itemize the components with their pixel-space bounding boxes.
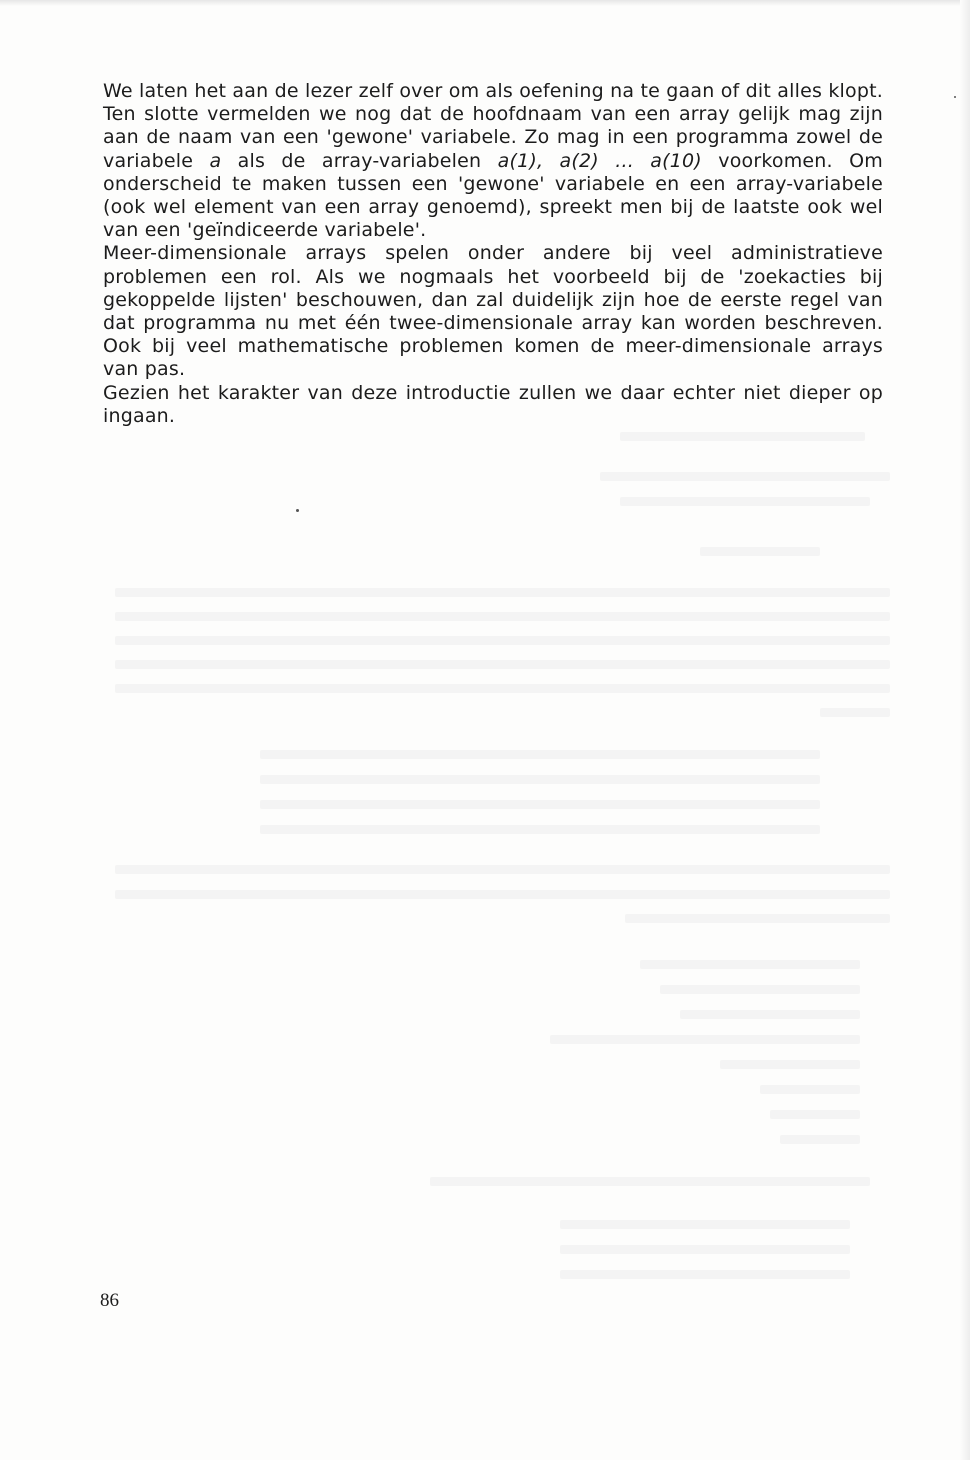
text-run: We laten het aan de lezer zelf over om als oefening na te gaan of dit alles klopt. Ten slotte vermelden we nog dat de hoofdnaam van een array gelijk mag zijn aan de naam van een 'gewone' variabele. Zo mag in een programma zowel de variabele [103,80,883,172]
page-number: 86 [100,1290,119,1311]
text-run: Gezien het karakter van deze introductie zullen we daar echter niet dieper op ingaan. [103,381,883,427]
paragraph [103,382,883,428]
text-run: voorkomen. Om onderscheid te maken tussen een 'gewone' variabele en een array-variabele (ook wel element van een array genoemd), spreekt men bij de laatste ook wel van een 'geïndiceerde variabele'. [103,149,883,242]
text-run: als de array-variabelen [221,149,498,172]
page-top-edge [0,0,970,6]
paragraph [103,242,883,381]
page-right-edge [960,0,970,1460]
text-run: Meer-dimensionale arrays spelen onder andere bij veel administratieve problemen een rol. Als we nogmaals het voorbeeld bij de 'zoekacties bij gekoppelde lijsten' beschouwen, dan zal duidelijk zijn hoe de eerste regel van dat programma nu met één twee-dimensionale array kan worden beschreven. Ook bij veel mathematische problemen komen de meer-dimensionale arrays van pas. [103,242,883,381]
array-variables: a(1), a(2) ... a(10) [497,149,702,172]
paper-speck [296,509,299,512]
body-text [103,80,883,428]
variable-name: a [209,149,222,172]
paper-speck [954,96,956,98]
paragraph [103,80,883,242]
